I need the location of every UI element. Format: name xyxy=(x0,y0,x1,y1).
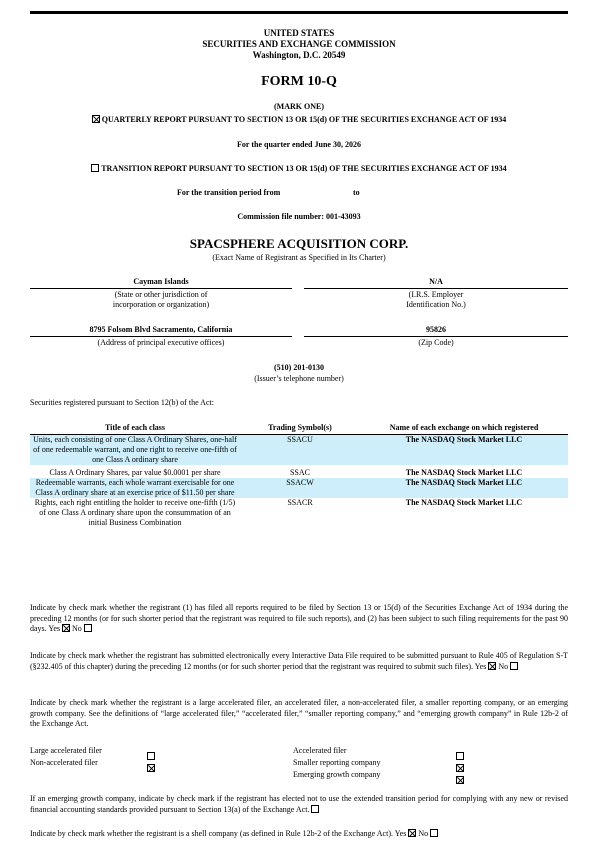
quarterly-checkbox[interactable] xyxy=(92,115,100,123)
jurisdiction-caption-1: (State or other jurisdiction of xyxy=(114,290,208,299)
trading-symbol: SSAC xyxy=(289,468,310,477)
reports-yes-checkbox[interactable] xyxy=(62,624,70,632)
securities-table xyxy=(30,423,568,528)
transition-from-label: For the transition period from xyxy=(177,188,281,197)
securities-intro: Securities registered pursuant to Section 12(b) of the Act: xyxy=(30,398,214,407)
table-row xyxy=(30,435,568,466)
irs-caption-1: (I.R.S. Employer xyxy=(408,290,464,299)
form-title: FORM 10-Q xyxy=(261,74,337,89)
zip-value: 95826 xyxy=(426,325,446,334)
shell-yes-checkbox[interactable] xyxy=(408,829,416,837)
irs-rule xyxy=(304,288,568,289)
shell-no-label: No xyxy=(418,829,429,838)
class-title: Class A Ordinary Shares, par value $0.0001 per share xyxy=(49,468,221,477)
table-row xyxy=(30,465,568,478)
col-symbol-header: Trading Symbol(s) xyxy=(240,423,360,435)
quarterly-label: QUARTERLY REPORT PURSUANT TO SECTION 13 OR 15(d) OF THE SECURITIES EXCHANGE ACT OF 1934 xyxy=(101,115,507,124)
interactive-no-label: No xyxy=(498,661,509,671)
col-title-header: Title of each class xyxy=(30,423,240,435)
securities-header-row xyxy=(30,423,568,435)
exchange-name: The NASDAQ Stock Market LLC xyxy=(405,498,523,507)
col-exchange-header: Name of each exchange on which registered xyxy=(360,423,568,435)
interactive-data-text: Indicate by check mark whether the registrant has submitted electronically every Interactive Data File required to be submitted pursuant to Rule 405 of Regulation S-T (§232.405 of this chapter) during the preceding 12 months (or for such shorter period that the registrant was required to submit such files). xyxy=(30,651,568,671)
exchange-name: The NASDAQ Stock Market LLC xyxy=(405,468,523,477)
irs-caption-2: Identification No.) xyxy=(406,300,466,309)
accelerated-label: Accelerated filer xyxy=(293,746,347,755)
large-accelerated-label: Large accelerated filer xyxy=(30,746,102,755)
trading-symbol: SSACW xyxy=(240,478,360,498)
reports-no-checkbox[interactable] xyxy=(84,624,92,632)
shell-company-text: Indicate by check mark whether the registrant is a shell company (as defined in Rule 12b-2 of the Exchange Act). xyxy=(30,829,393,838)
transition-checkbox[interactable] xyxy=(91,164,99,172)
registrant-name: SPACSPHERE ACQUISITION CORP. xyxy=(189,236,409,251)
quarter-ended: For the quarter ended June 30, 2026 xyxy=(237,140,361,149)
exchange-name: The NASDAQ Stock Market LLC xyxy=(360,435,568,466)
address-caption: (Address of principal executive offices) xyxy=(97,338,225,347)
agency-line-3: Washington, D.C. 20549 xyxy=(252,50,346,60)
transition-to-label: to xyxy=(353,188,360,197)
jurisdiction-value: Cayman Islands xyxy=(133,277,189,286)
address-value: 8795 Folsom Blvd Sacramento, California xyxy=(89,325,233,334)
table-row xyxy=(30,498,568,528)
non-accelerated-checkbox[interactable] xyxy=(147,764,155,772)
phone-value: (510) 201-0130 xyxy=(274,363,324,372)
commission-file-number: Commission file number: 001-43093 xyxy=(237,212,361,221)
non-accelerated-label: Non-accelerated filer xyxy=(30,758,98,767)
zip-caption: (Zip Code) xyxy=(418,338,454,347)
emerging-growth-election-checkbox[interactable] xyxy=(311,805,319,813)
shell-company-question xyxy=(30,829,568,840)
exchange-name: The NASDAQ Stock Market LLC xyxy=(360,478,568,498)
emerging-growth-checkbox[interactable] xyxy=(456,776,464,784)
irs-value: N/A xyxy=(429,277,443,286)
reports-no-label: No xyxy=(72,624,82,633)
emerging-growth-election-text: If an emerging growth company, indicate by check mark if the registrant has elected not to use the extended transition period for complying with any new or revised financial accounting standards provided pursuant to Section 13(a) of the Exchange Act. xyxy=(30,794,568,814)
trading-symbol: SSACR xyxy=(287,498,313,507)
mark-one: (MARK ONE) xyxy=(274,102,324,111)
form-page xyxy=(30,0,568,843)
registrant-caption: (Exact Name of Registrant as Specified in Its Charter) xyxy=(212,253,386,262)
reports-yes-label: Yes xyxy=(48,624,61,633)
transition-label: TRANSITION REPORT PURSUANT TO SECTION 13 OR 15(d) OF THE SECURITIES EXCHANGE ACT OF 1934 xyxy=(101,164,507,173)
reports-filed-text: Indicate by check mark whether the registrant (1) has filed all reports required to be filed by Section 13 or 15(d) of the Securities Exchange Act of 1934 during the preceding 12 months (or for such shorter period that the registrant was required to file such reports), and (2) has been subject to such filing requirements for the past 90 days. xyxy=(30,603,568,633)
interactive-data-question xyxy=(30,651,568,672)
table-row xyxy=(30,478,568,498)
agency-line-2: SECURITIES AND EXCHANGE COMMISSION xyxy=(202,39,396,49)
phone-caption: (Issuer’s telephone number) xyxy=(254,374,344,383)
quarterly-report-option xyxy=(30,115,568,125)
class-title: Redeemable warrants, each whole warrant exercisable for one Class A ordinary share at an exercise price of $11.50 per share xyxy=(30,478,240,498)
jurisdiction-rule xyxy=(30,288,292,289)
interactive-no-checkbox[interactable] xyxy=(510,662,518,670)
agency-line-1: UNITED STATES xyxy=(263,28,335,38)
shell-no-checkbox[interactable] xyxy=(430,829,438,837)
emerging-growth-election xyxy=(30,794,568,815)
interactive-yes-label: Yes xyxy=(474,661,487,671)
filer-status-question: Indicate by check mark whether the registrant is a large accelerated filer, an accelerated filer, a non-accelerated filer, a smaller reporting company, or an emerging growth company. See the definitions of “large accelerated filer,” “accelerated filer,” “smaller reporting company,” and “emerging growth company” in Rule 12b-2 of the Exchange Act. xyxy=(30,698,568,728)
class-title: Units, each consisting of one Class A Ordinary Shares, one-half of one redeemable warrant, and one right to receive one-fifth of one Class A ordinary share xyxy=(30,435,240,466)
transition-report-option xyxy=(30,164,568,174)
address-rule xyxy=(30,336,292,337)
shell-yes-label: Yes xyxy=(394,829,407,838)
reports-filed-question xyxy=(30,603,568,635)
top-rule xyxy=(30,11,568,14)
zip-rule xyxy=(304,336,568,337)
smaller-reporting-label: Smaller reporting company xyxy=(293,758,381,767)
trading-symbol: SSACU xyxy=(240,435,360,466)
class-title: Rights, each right entitling the holder to receive one-fifth (1/5) of one Class A ordinary share upon the consummation of an initial Business Combination xyxy=(34,498,236,527)
interactive-yes-checkbox[interactable] xyxy=(488,662,496,670)
emerging-growth-label: Emerging growth company xyxy=(293,770,381,779)
jurisdiction-caption-2: incorporation or organization) xyxy=(112,300,210,309)
